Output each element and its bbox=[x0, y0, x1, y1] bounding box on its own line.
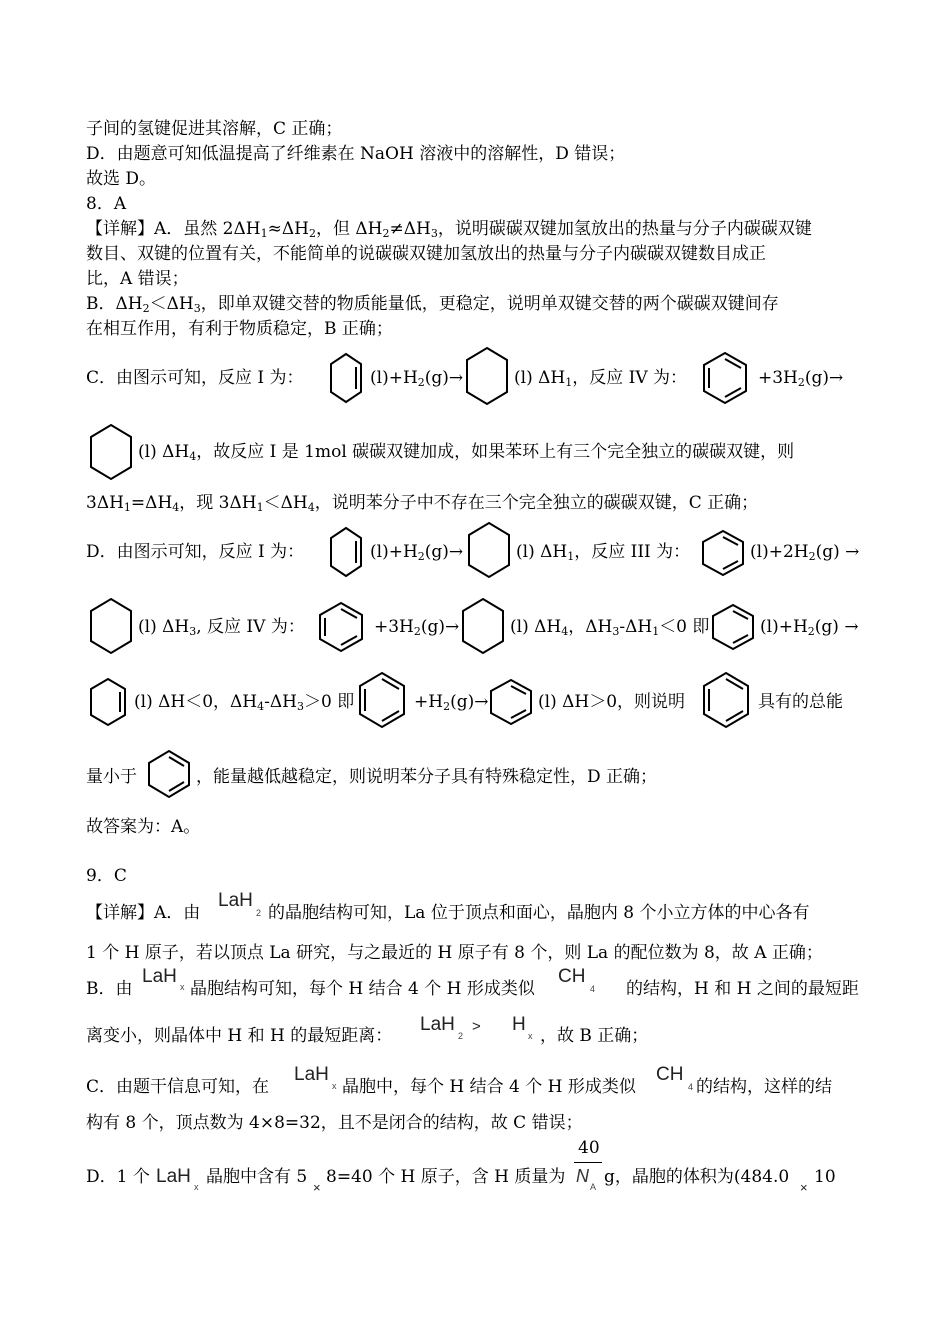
text-segment: 8=40 个 H 原子，含 H 质量为 bbox=[326, 1167, 566, 1187]
cyclohexane-icon bbox=[464, 345, 510, 407]
cyclohexadiene-icon bbox=[488, 677, 534, 727]
text-segment: (l) ΔH＜0，$\Delta H_4-\Delta H_3>0$ 即 bbox=[134, 692, 355, 713]
formula-ch4: CH bbox=[558, 966, 586, 987]
cyclohexadiene-icon bbox=[146, 748, 192, 800]
text-line: $3\Delta H_1=\Delta H_4$，现 $3\Delta H_1<\Delta H_4$，说明苯分子中不存在三个完全独立的碳碳双键，C 正确； bbox=[86, 493, 759, 514]
benzene-icon bbox=[700, 670, 752, 730]
text-segment: 离变小，则晶体中 H 和 H 的最短距离： bbox=[86, 1026, 393, 1046]
formula-subscript: x bbox=[332, 1081, 337, 1091]
text-segment: ，故 B 正确； bbox=[540, 1026, 649, 1046]
text-segment: (l) $\Delta H_4$，$\Delta H_3-\Delta H_1<0$ 即 bbox=[510, 617, 710, 638]
text-segment: $(l)+2H_2(g)$ → bbox=[750, 542, 860, 563]
cyclohexane-icon bbox=[460, 596, 506, 656]
text-segment: $+3H_2(g)\to$ bbox=[758, 368, 844, 389]
text-segment: 晶胞中含有 5 bbox=[206, 1167, 308, 1187]
formula-lahx: LaH bbox=[156, 1166, 191, 1187]
formula-subscript: x bbox=[528, 1031, 533, 1041]
text-segment: 具有的总能 bbox=[758, 692, 843, 712]
text-segment: (l) $\Delta H_3$, 反应 IV 为： bbox=[138, 617, 305, 638]
text-segment: $+3H_2(g)\to$ bbox=[374, 617, 460, 638]
formula-subscript: 4 bbox=[688, 1082, 694, 1092]
cyclohexene-icon bbox=[328, 351, 364, 405]
text-line: 数目、双键的位置有关，不能简单的说碳碳双键加氢放出的热量与分子内碳碳双键数目成正 bbox=[86, 244, 766, 264]
formula-lah2: LaH bbox=[420, 1014, 455, 1035]
text-segment: $(l)+H_2(g)\to$ bbox=[370, 368, 464, 389]
text-line: 在相互作用，有利于物质稳定，B 正确； bbox=[86, 319, 393, 339]
text-segment: 【详解】A．由 bbox=[86, 903, 201, 923]
cyclohexadiene-icon bbox=[700, 528, 746, 578]
text-segment: 的结构，H 和 H 之间的最短距 bbox=[626, 979, 859, 999]
text-line: 故答案为：A。 bbox=[86, 817, 201, 837]
fraction-denominator: N bbox=[576, 1166, 589, 1186]
multiply-sign: × bbox=[313, 1180, 321, 1195]
cyclohexadiene-icon bbox=[710, 602, 756, 652]
text-segment: $(l)+H_2(g)$ → bbox=[760, 617, 859, 638]
text-line: 1 个 H 原子，若以顶点 La 研究，与之最近的 H 原子有 8 个，则 La 的配位数为 8，故 A 正确； bbox=[86, 943, 823, 963]
text-line: 构有 8 个，顶点数为 4×8=32，且不是闭合的结构，故 C 错误； bbox=[86, 1113, 583, 1133]
text-segment: $(l)+H_2(g)\to$ bbox=[370, 542, 464, 563]
formula-lahx: LaH bbox=[294, 1064, 329, 1085]
text-segment: D．1 个 bbox=[86, 1167, 150, 1187]
text-segment: (l) ΔH＞0，则说明 bbox=[538, 692, 686, 712]
benzene-icon bbox=[356, 670, 408, 730]
text-segment: (l) $\Delta H_1$，反应 III 为： bbox=[516, 542, 691, 563]
formula-subscript: A bbox=[590, 1182, 597, 1192]
text-segment: (l) $\Delta H_4$，故反应 I 是 1mol 碳碳双键加成，如果苯环上有三个完全独立的碳碳双键，则 bbox=[138, 442, 795, 463]
text-segment: $+H_2(g)\to$ bbox=[414, 692, 489, 713]
formula-h: H bbox=[512, 1014, 526, 1035]
formula-ch4: CH bbox=[656, 1064, 684, 1085]
multiply-sign: × bbox=[800, 1180, 808, 1195]
text-line: D．由题意可知低温提高了纤维素在 NaOH 溶液中的溶解性，D 错误； bbox=[86, 144, 626, 164]
formula-subscript: 2 bbox=[256, 908, 262, 918]
text-segment: B．由 bbox=[86, 979, 133, 999]
question-9-heading: 9．C bbox=[86, 866, 127, 886]
cyclohexane-icon bbox=[466, 520, 512, 580]
text-segment: (l) $\Delta H_1$，反应 IV 为： bbox=[514, 368, 688, 389]
text-line: 子间的氢键促进其溶解，C 正确； bbox=[86, 119, 343, 139]
text-segment: 量小于 bbox=[86, 767, 137, 787]
formula-subscript: 4 bbox=[590, 984, 596, 994]
cyclohexane-icon bbox=[88, 422, 134, 482]
cyclohexene-icon bbox=[328, 525, 364, 579]
text-segment: 晶胞中，每个 H 结合 4 个 H 形成类似 bbox=[342, 1077, 636, 1097]
text-segment: 晶胞结构可知，每个 H 结合 4 个 H 形成类似 bbox=[190, 979, 535, 999]
comparison-greater: > bbox=[472, 1018, 481, 1035]
text-segment: D．由图示可知，反应 I 为： bbox=[86, 542, 305, 562]
text-segment: g，晶胞的体积为(484.0 bbox=[604, 1167, 790, 1187]
cyclohexene-icon bbox=[88, 676, 128, 728]
fraction-bar bbox=[574, 1162, 602, 1163]
formula-subscript: x bbox=[180, 982, 185, 992]
text-segment: 的结构，这样的结 bbox=[696, 1077, 832, 1097]
text-line: 比，A 错误； bbox=[86, 269, 189, 289]
text-segment: 10 bbox=[814, 1167, 836, 1187]
fraction-numerator: 40 bbox=[578, 1138, 600, 1158]
text-segment: 的晶胞结构可知，La 位于顶点和面心，晶胞内 8 个小立方体的中心各有 bbox=[268, 903, 810, 923]
formula-subscript: 2 bbox=[458, 1031, 464, 1041]
text-segment: C．由图示可知，反应 I 为： bbox=[86, 368, 304, 388]
cyclohexane-icon bbox=[88, 596, 134, 656]
text-line: 故选 D。 bbox=[86, 169, 157, 189]
benzene-icon bbox=[700, 350, 750, 406]
formula-lah2: LaH bbox=[218, 890, 253, 911]
text-segment: C．由题干信息可知，在 bbox=[86, 1077, 270, 1097]
question-8-heading: 8．A bbox=[86, 194, 127, 214]
text-line: 【详解】A．虽然 $2\Delta H_1\approx\Delta H_2$，但 $\Delta H_2\ne\Delta H_3$，说明碳碳双键加氢放出的热量与分子内碳碳双键 bbox=[86, 219, 812, 240]
formula-lahx: LaH bbox=[142, 966, 177, 987]
formula-subscript: x bbox=[194, 1182, 199, 1192]
benzene-icon bbox=[316, 600, 366, 654]
text-segment: ，能量越低越稳定，则说明苯分子具有特殊稳定性，D 正确； bbox=[196, 767, 658, 787]
text-line: B．$\Delta H_2<\Delta H_3$，即单双键交替的物质能量低，更稳定，说明单双键交替的两个碳碳双键间存 bbox=[86, 294, 779, 315]
